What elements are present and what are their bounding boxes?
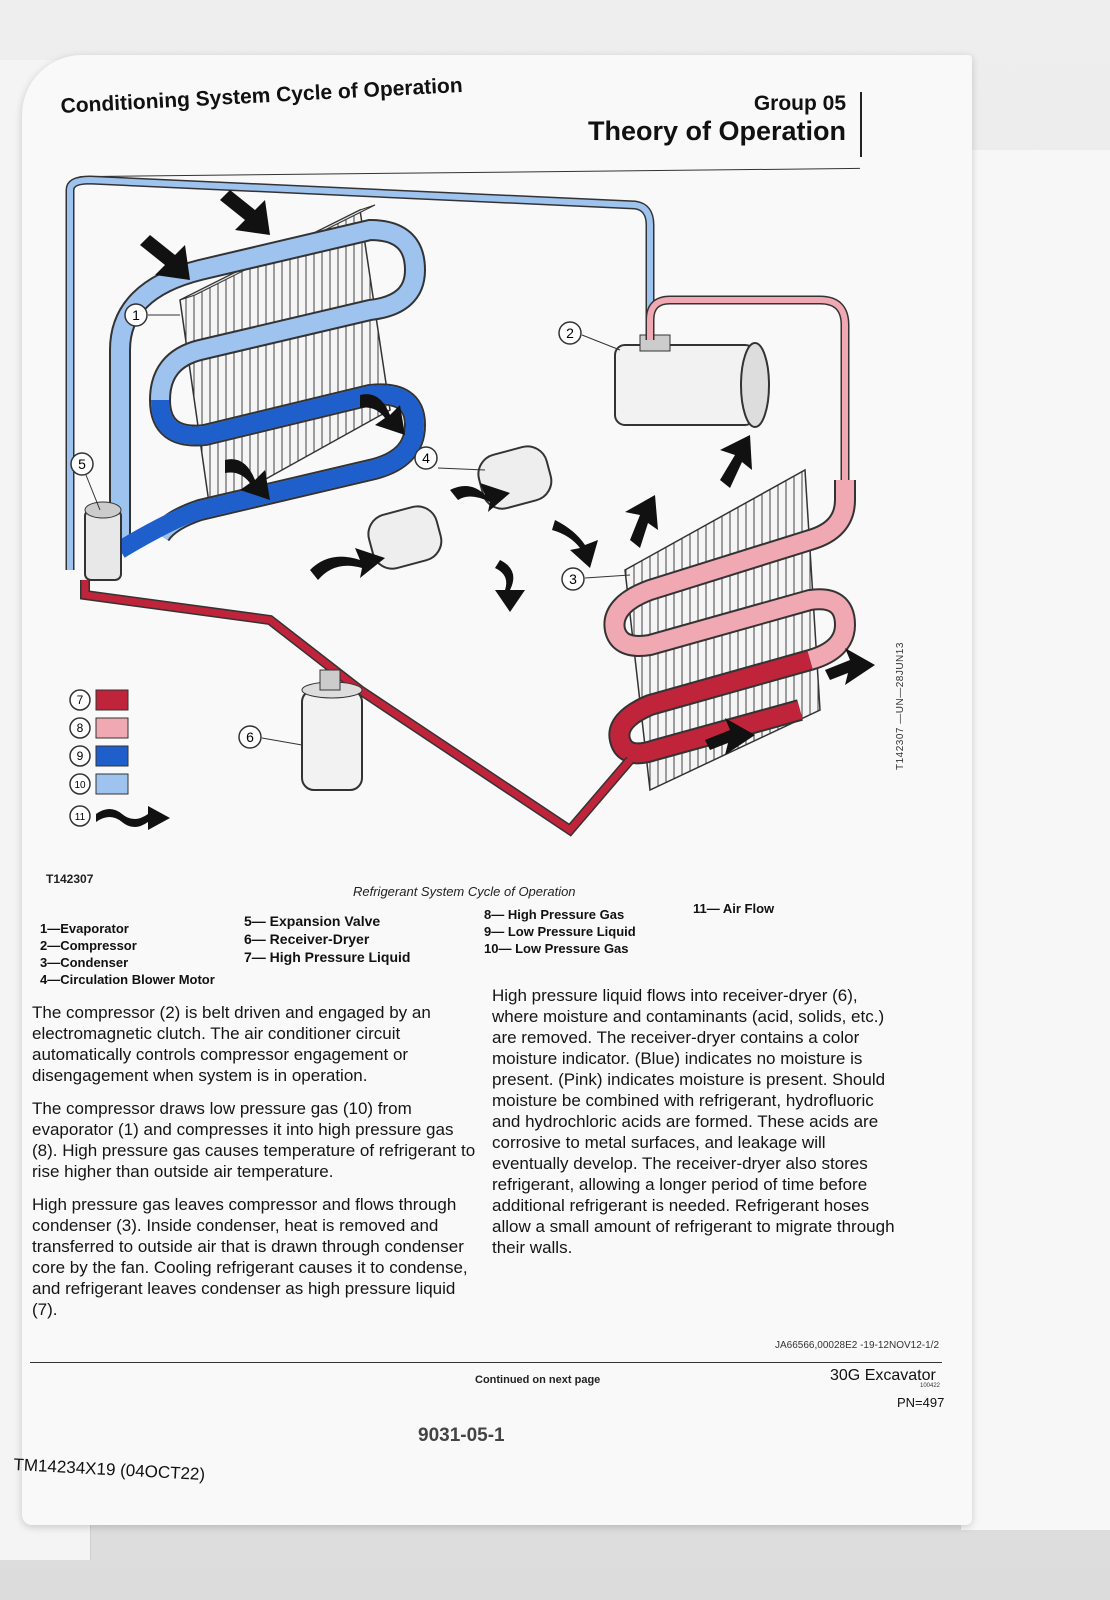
figure-side-code: T142307 —UN—28JUN13 xyxy=(895,642,906,770)
legend-item: 4—Circulation Blower Motor xyxy=(40,972,215,987)
legend-col-2 xyxy=(244,912,410,966)
callout-6 xyxy=(239,726,302,748)
section-title: Conditioning System Cycle of Operation xyxy=(60,73,464,118)
page-number: 9031-05-1 xyxy=(418,1425,505,1446)
callout-2 xyxy=(559,322,620,350)
body-right-column xyxy=(492,985,902,1270)
callout-1 xyxy=(125,304,180,326)
callout-5 xyxy=(71,453,100,510)
legend-col-4 xyxy=(693,900,774,917)
callout-4 xyxy=(415,447,485,470)
svg-text:8: 8 xyxy=(76,721,84,735)
group-label: Group 05 xyxy=(753,92,846,115)
legend-item: 9— Low Pressure Liquid xyxy=(484,924,636,939)
refrigerant-cycle-diagram xyxy=(30,150,900,870)
figure-caption: Refrigerant System Cycle of Operation xyxy=(353,884,576,899)
body-paragraph: The compressor (2) is belt driven and engaged by an electromagnetic clutch. The air conditioner circuit automatically controls compressor engagement or disengagement when system is in operation. xyxy=(32,1003,431,1085)
expansion-valve xyxy=(85,502,121,580)
callout-label-2: 2 xyxy=(566,325,574,341)
callout-label-3: 3 xyxy=(569,571,577,587)
legend-key-7 xyxy=(70,690,128,710)
legend-item: 6— Receiver-Dryer xyxy=(244,931,370,947)
svg-text:7: 7 xyxy=(76,693,84,707)
body-left-column xyxy=(32,1002,478,1332)
svg-text:10: 10 xyxy=(74,780,86,791)
machine-name: 30G Excavator xyxy=(830,1367,936,1384)
legend-item: 8— High Pressure Gas xyxy=(484,907,625,922)
body-paragraph: High pressure liquid flows into receiver-dryer (6), where moisture and contaminants (acid, solids, etc.) are removed. The receiver-dryer contains a color moisture indicator. (Blue) indicates no moisture is present. (Pink) indicates moisture is present. Should moisture be combined with refrigerant, hydrofluoric and hydrochloric acids are formed. These acids are corrosive to metal surfaces, and leakage will eventually develop. The receiver-dryer also stores refrigerant, allowing a longer period of time before additional refrigerant is needed. Refrigerant hoses allow a small amount of refrigerant to migrate through their walls. xyxy=(492,986,895,1257)
footer-rule xyxy=(30,1362,942,1363)
document-code: JA66566,00028E2 -19-12NOV12-1/2 xyxy=(775,1340,940,1351)
legend-item: 11— Air Flow xyxy=(693,901,775,916)
legend-col-3 xyxy=(484,906,636,957)
continued-note: Continued on next page xyxy=(475,1374,601,1386)
legend-item: 3—Condenser xyxy=(40,955,129,970)
manual-code: TM14234X19 (04OCT22) xyxy=(13,1455,206,1485)
group-header xyxy=(580,92,862,157)
figure-id: T142307 xyxy=(46,872,94,886)
page-stack-edge xyxy=(960,150,1110,1530)
legend-item: 5— Expansion Valve xyxy=(244,913,381,929)
svg-text:9: 9 xyxy=(76,749,84,763)
legend-item: 10— Low Pressure Gas xyxy=(484,941,629,956)
callout-label-4: 4 xyxy=(422,450,430,466)
callout-label-6: 6 xyxy=(246,729,254,745)
legend-key-10 xyxy=(70,774,128,794)
receiver-dryer xyxy=(302,670,362,790)
legend-key-9 xyxy=(70,746,128,766)
legend-key-8 xyxy=(70,718,128,738)
callout-label-5: 5 xyxy=(78,456,86,472)
footer-date: 100422 xyxy=(920,1383,941,1389)
pn-number: PN=497 xyxy=(897,1395,945,1410)
svg-text:11: 11 xyxy=(74,812,86,823)
compressor xyxy=(615,335,769,427)
group-title: Theory of Operation xyxy=(587,116,846,146)
legend-col-1 xyxy=(40,920,215,988)
body-paragraph: The compressor draws low pressure gas (10) from evaporator (1) and compresses it into high pressure gas (8). High pressure gas causes temperature of refrigerant to rise higher than outside air temperature. xyxy=(32,1099,476,1181)
legend-swatches xyxy=(70,690,170,830)
legend-item: 7— High Pressure Liquid xyxy=(244,949,411,965)
callout-label-1: 1 xyxy=(132,307,140,323)
legend-item: 1—Evaporator xyxy=(40,921,129,936)
legend-item: 2—Compressor xyxy=(40,938,137,953)
callout-3 xyxy=(562,568,630,590)
body-paragraph: High pressure gas leaves compressor and flows through condenser (3). Inside condenser, heat is removed and transferred to outside air that is drawn through condenser core by the fan. Cooling refrigerant causes it to condense, and refrigerant leaves condenser as high pressure liquid (7). xyxy=(32,1195,468,1319)
legend-key-11 xyxy=(70,806,170,830)
